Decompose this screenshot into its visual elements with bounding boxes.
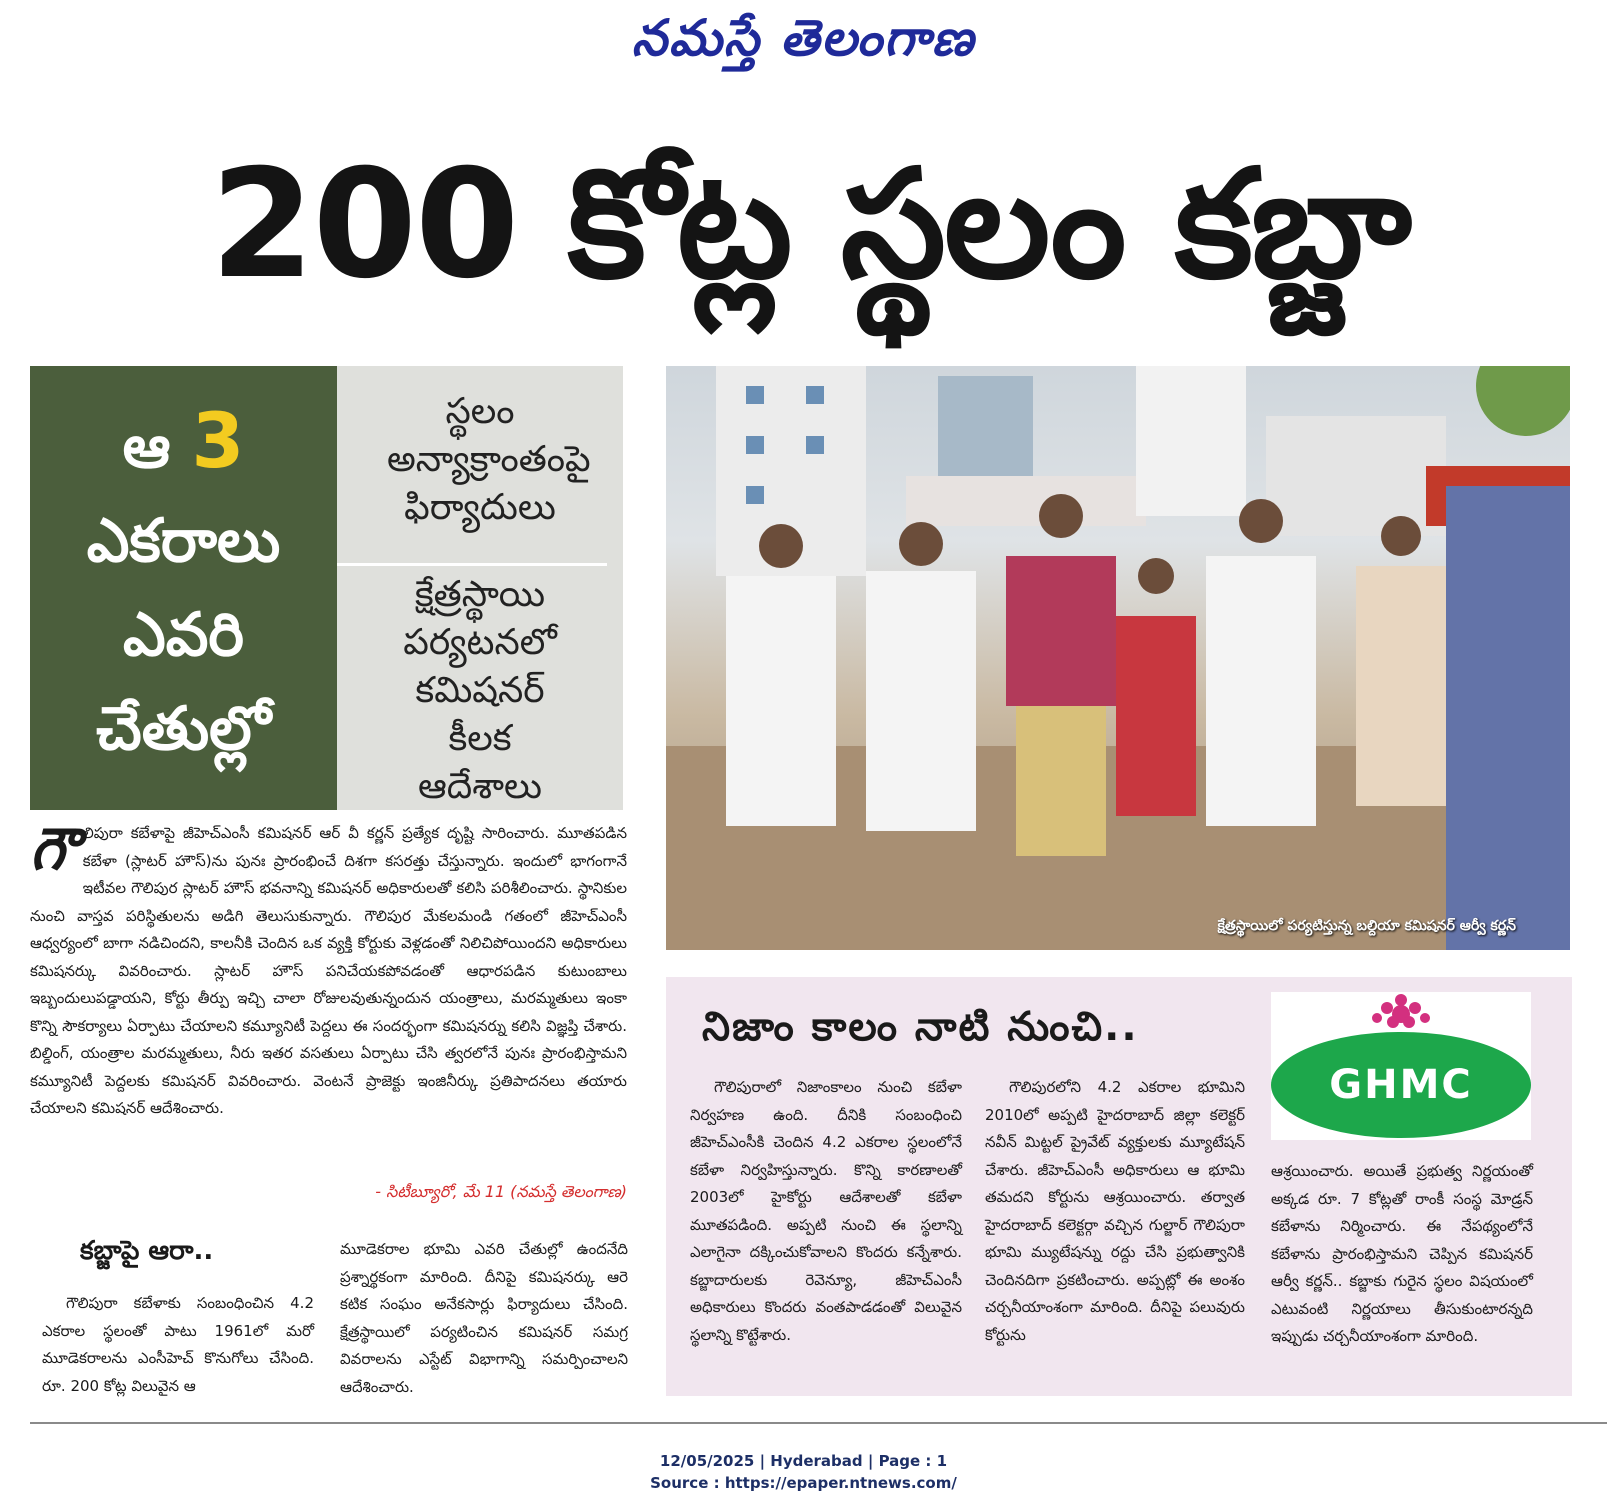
subheads-box (337, 366, 623, 810)
highlight-line4: చేతుల్లో (96, 694, 271, 764)
footer-divider (30, 1422, 1607, 1424)
sidebar-column-2: మూడెకరాల భూమి ఎవరి చేతుల్లో ఉందనేది ప్రశ్నార్థకంగా మారింది. దీనిపై కమిషనర్కు ఆరె కటిక సంఘం అనేకసార్లు ఫిర్యాదులు చేసింది. క్షేత్రస్థాయిలో పర్యటించిన కమిషనర్ సమగ్ర వివరాలను ఎస్టేట్ విభాగాన్ని సమర్పించాలని ఆదేశించారు. (340, 1240, 628, 1396)
highlight-box (30, 366, 337, 810)
footer-date-page: 12/05/2025 | Hyderabad | Page : 1 (659, 1452, 948, 1470)
subhead-divider (337, 563, 607, 566)
subhead-first: స్థలం అన్యాక్రాంతంపై ఫిర్యాదులు (387, 391, 591, 528)
photo-illustration (666, 366, 1570, 950)
headline: 200 కోట్ల స్థలం కబ్జా (210, 138, 1410, 312)
feature-column-3: ఆశ్రయించారు. అయితే ప్రభుత్వ నిర్ణయంతో అక్కడ రూ. 7 కోట్లతో రాంకీ సంస్థ మోడ్రన్ కబేళాను నిర్మించారు. ఈ నేపథ్యంలోనే కబేళాను ప్రారంభిస్తామని చెప్పిన కమిషనర్ ఆర్వీ కర్ణన్.. కబ్జాకు గురైన స్థలం విషయంలో ఎటువంటి నిర్ణయాలు తీసుకుంటారన్నది ఇప్పుడు చర్చనీయాంశంగా మారింది. (1271, 1162, 1533, 1345)
subhead-second: క్షేత్రస్థాయి పర్యటనలో కమిషనర్ కీలక ఆదేశాలు (403, 574, 557, 807)
footer-source-link[interactable]: Source : https://epaper.ntnews.com/ (650, 1474, 957, 1492)
sidebar-heading: కబ్జాపై ఆరా.. (80, 1236, 214, 1266)
highlight-line2: ఎకరాలు (86, 506, 281, 576)
highlight-number: 3 (191, 396, 245, 485)
masthead-logo: నమస్తే తెలంగాణ (631, 8, 976, 67)
highlight-line1 (30, 394, 337, 494)
dropcap: గౌ (30, 815, 77, 883)
main-story (30, 815, 627, 1215)
ghmc-logo: GHMC (1271, 1032, 1531, 1138)
story-credit: - సిటీబ్యూరో, మే 11 (నమస్తే తెలంగాణ) (375, 1182, 627, 1201)
news-photo (666, 366, 1570, 950)
sidebar-column-1: గౌలిపురా కబేళాకు సంబంధించిన 4.2 ఎకరాల స్థలంతో పాటు 1961లో మరో మూడెకరాలను ఎంసీహెచ్ కొనుగోలు చేసింది. రూ. 200 కోట్ల విలువైన ఆ (42, 1294, 314, 1395)
photo-caption: క్షేత్రస్థాయిలో పర్యటిస్తున్న బల్దియా కమిషనర్ ఆర్వీ కర్ణన్ (1217, 918, 1516, 934)
main-story-body: లిపురా కబేళాపై జీహెచ్ఎంసీ కమిషనర్ ఆర్ వీ కర్ణన్ ప్రత్యేక దృష్టి సారించారు. మూతపడిన కబేళా (స్లాటర్ హౌస్)ను పునః ప్రారంభించే దిశగా కసరత్తు చేస్తున్నారు. ఇందులో భాగంగానే ఇటీవల గౌలిపుర స్లాటర్ హౌస్ భవనాన్ని కమిషనర్ అధికారులతో కలిసి పరిశీలించారు. స్థానికుల నుంచి వాస్తవ పరిస్థితులను అడిగి తెలుసుకున్నారు. గౌలిపుర మేకలమండి గతంలో జీహెచ్ఎంసీ ఆధ్వర్యంలో బాగా నడిచిందని, కాలనీకి చెందిన ఒక వ్యక్తి కోర్టుకు వెళ్లడంతో నిలిచిపోయిందని అధికారులు కమిషనర్కు వివరించారు. స్లాటర్ హౌస్ పనిచేయకపోవడంతో ఆధారపడిన కుటుంబాలు ఇబ్బందులుపడ్డాయని, కోర్టు తీర్పు ఇచ్చి చాలా రోజులవుతున్నందున యంత్రాలు, మరమ్మతులు ఇంకా కొన్ని సౌకర్యాలు ఏర్పాటు చేయాలని కమ్యూనిటీ పెద్దలు ఈ సందర్భంగా కమిషనర్ను కలిసి విజ్ఞప్తి చేశారు. బిల్డింగ్, యంత్రాల మరమ్మతులు, నీరు ఇతర వసతులు ఏర్పాటు చేసి త్వరలోనే పునః ప్రారంభిస్తామని కమ్యూనిటీ పెద్దలకు కమిషనర్ వివరించారు. వెంటనే ప్రాజెక్టు ఇంజినీర్కు ప్రతిపాదనలు తయారు చేయాలని కమిషనర్ ఆదేశించారు. (30, 824, 627, 1117)
highlight-line3: ఎవరి (123, 600, 244, 670)
flower-icon (1271, 992, 1531, 1032)
feature-heading: నిజాం కాలం నాటి నుంచి.. (702, 1004, 1139, 1050)
feature-column-2: గౌలిపురలోని 4.2 ఎకరాల భూమిని 2010లో అప్పటి హైదరాబాద్ జిల్లా కలెక్టర్ నవీన్ మిట్టల్ ప్రైవేట్ వ్యక్తులకు మ్యూటేషన్ చేశారు. జీహెచ్ఎంసీ అధికారులు ఆ భూమి తమదని కోర్టును ఆశ్రయించారు. తర్వాత హైదరాబాద్ కలెక్టర్గా వచ్చిన గుల్జార్ గౌలిపురా భూమి మ్యుటేషన్ను రద్దు చేసి ప్రభుత్వానికి చెందినదిగా ప్రకటించారు. అప్పట్లో ఈ అంశం చర్చనీయాంశంగా మారింది. దీనిపై పలువురు కోర్టును (985, 1078, 1245, 1344)
feature-column-1: గౌలిపురాలో నిజాంకాలం నుంచి కబేళా నిర్వహణ ఉంది. దీనికి సంబంధించి జీహెచ్ఎంసీకి చెందిన 4.2 ఎకరాల స్థలంలోనే కబేళా నిర్వహిస్తున్నారు. కొన్ని కారణాలతో 2003లో హైకోర్టు ఆదేశాలతో కబేళా మూతపడింది. అప్పటి నుంచి ఈ స్థలాన్ని ఎలాగైనా దక్కించుకోవాలని కొందరు కన్నేశారు. కబ్జాదారులకు రెవెన్యూ, జీహెచ్ఎంసీ అధికారులు కొందరు వంతపాడడంతో విలువైన స్థలాన్ని కొట్టేశారు. (690, 1078, 962, 1344)
highlight-prefix: ఆ (122, 412, 171, 482)
